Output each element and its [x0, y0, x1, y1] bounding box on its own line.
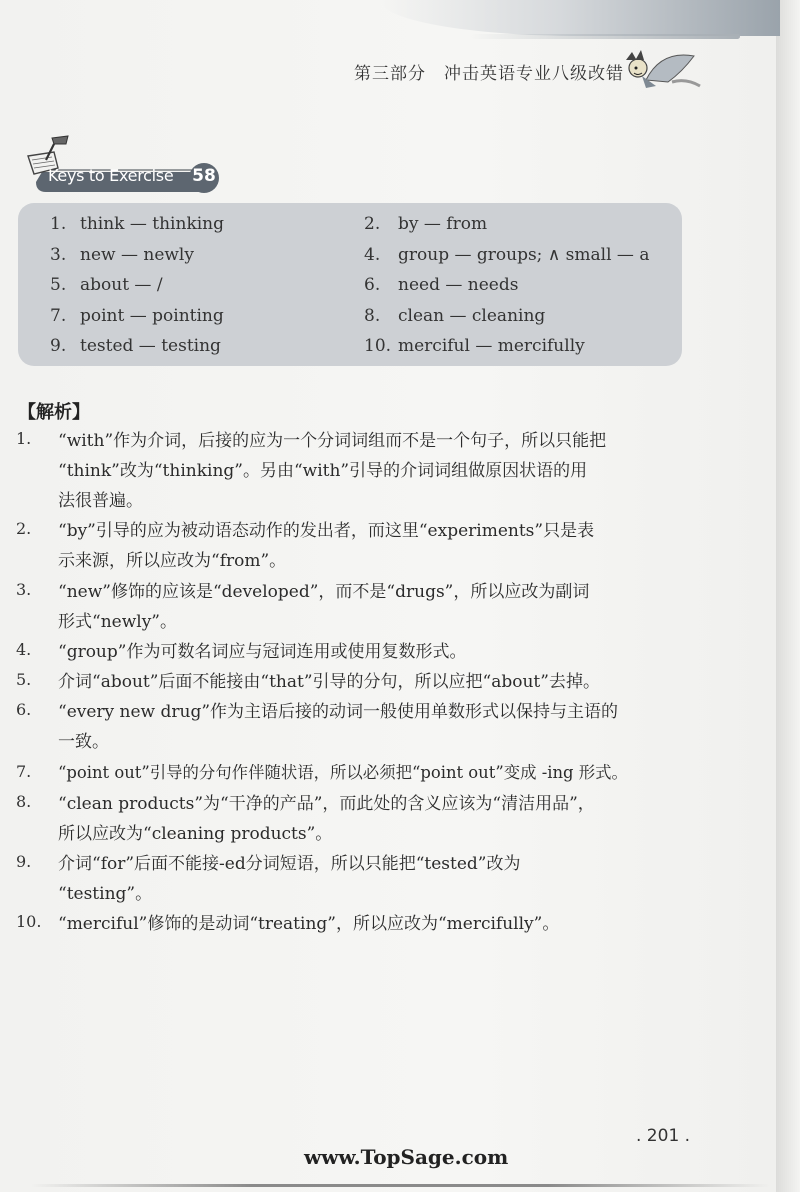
running-head: 第三部分 冲击英语专业八级改错 — [354, 64, 624, 84]
analysis-item-number: 6. — [16, 700, 32, 719]
footer-rule — [30, 1184, 770, 1187]
answer-item: 6. need — needs — [364, 275, 519, 295]
analysis-line: “testing”。 — [58, 884, 153, 904]
analysis-line: 一致。 — [58, 732, 109, 752]
analysis-item-number: 2. — [16, 519, 32, 538]
analysis-item-number: 4. — [16, 640, 32, 659]
banner-exercise-number: 58 — [192, 166, 216, 186]
analysis-line: “group”作为可数名词应与冠词连用或使用复数形式。 — [58, 642, 467, 662]
answer-item: 5. about — / — [50, 275, 163, 295]
analysis-line: 所以应改为“cleaning products”。 — [58, 824, 333, 844]
analysis-line: 形式“newly”。 — [58, 612, 177, 632]
analysis-item-number: 10. — [16, 912, 42, 931]
answer-item: 2. by — from — [364, 214, 488, 234]
analysis-line: “new”修饰的应该是“developed”，而不是“drugs”，所以应改为副词 — [58, 582, 590, 602]
analysis-line: 法很普遍。 — [58, 491, 143, 511]
analysis-item-number: 9. — [16, 852, 32, 871]
answer-item: 4. group — groups; ∧ small — a — [364, 245, 650, 265]
analysis-line: “think”改为“thinking”。另由“with”引导的介词词组做原因状语的用 — [58, 461, 588, 481]
website-link[interactable]: www.TopSage.com — [304, 1145, 509, 1169]
answer-item: 3. new — newly — [50, 245, 194, 265]
mascot-icon — [616, 42, 706, 94]
answer-item: 9. tested — testing — [50, 336, 221, 356]
answer-item: 8. clean — cleaning — [364, 306, 546, 326]
answer-item: 7. point — pointing — [50, 306, 224, 326]
answer-item: 1. think — thinking — [50, 214, 225, 234]
page-edge — [776, 0, 800, 1192]
analysis-item-number: 7. — [16, 762, 32, 781]
header-rule — [470, 34, 740, 39]
analysis-item-number: 8. — [16, 792, 32, 811]
banner-label: Keys to Exercise — [48, 166, 174, 185]
analysis-item-number: 1. — [16, 429, 32, 448]
analysis-heading: 【解析】 — [18, 402, 90, 423]
analysis-item-number: 5. — [16, 670, 32, 689]
page-number: . 201 . — [636, 1126, 691, 1146]
analysis-line: “merciful”修饰的是动词“treating”，所以应改为“mercifully”。 — [58, 914, 560, 934]
analysis-line: “by”引导的应为被动语态动作的发出者，而这里“experiments”只是表 — [58, 521, 595, 541]
analysis-line: “every new drug”作为主语后接的动词一般使用单数形式以保持与主语的 — [58, 702, 619, 722]
analysis-line: “clean products”为“干净的产品”，而此处的含义应该为“清洁用品”， — [58, 794, 595, 814]
analysis-line: “point out”引导的分句作伴随状语，所以必须把“point out”变成 -ing 形式。 — [58, 763, 628, 782]
analysis-line: 示来源，所以应改为“from”。 — [58, 551, 287, 571]
analysis-item-number: 3. — [16, 580, 32, 599]
analysis-line: 介词“for”后面不能接-ed分词短语，所以只能把“tested”改为 — [58, 854, 521, 874]
analysis-line: “with”作为介词，后接的应为一个分词词组而不是一个句子，所以只能把 — [58, 431, 607, 451]
answer-item: 10. merciful — mercifully — [364, 336, 585, 356]
analysis-line: 介词“about”后面不能接由“that”引导的分句，所以应把“about”去掉。 — [58, 672, 600, 692]
